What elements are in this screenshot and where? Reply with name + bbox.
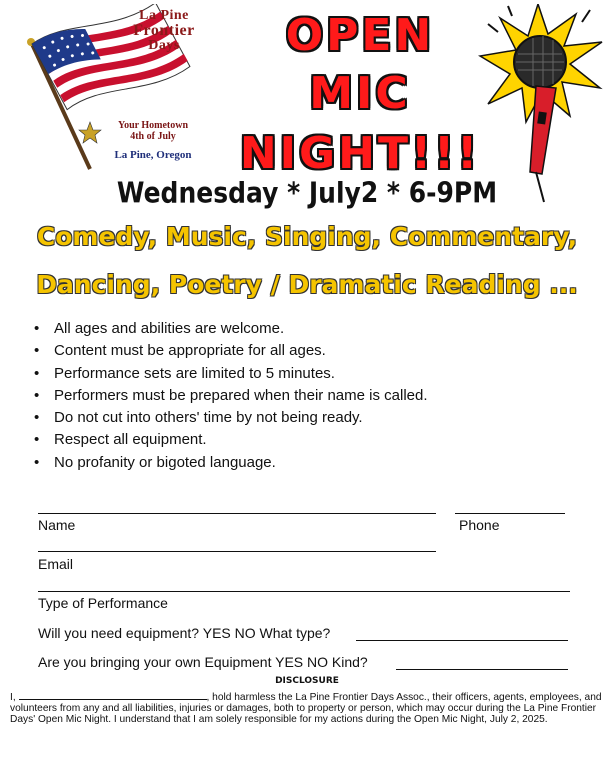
name-label: Name (38, 517, 76, 533)
logo-title: La Pine Frontier Days (133, 8, 195, 53)
rules-list (32, 318, 428, 474)
performance-types-line2: Dancing, Poetry / Dramatic Reading ... (36, 270, 578, 299)
rule-item: • Do not cut into others' time by not being ready. (32, 407, 428, 429)
equipment-question: Will you need equipment? YES NO What type? (38, 625, 331, 641)
rule-item: • All ages and abilities are welcome. (32, 318, 428, 340)
performance-type-label: Type of Performance (38, 595, 168, 611)
headline-night: NIGHT!!! (239, 128, 481, 179)
disclosure-signature-field[interactable] (19, 690, 207, 700)
own-equipment-question: Are you bringing your own Equipment YES NO Kind? (38, 654, 368, 670)
disclosure-title: DISCLOSURE (275, 676, 339, 686)
rule-item: • Performers must be prepared when their name is called. (32, 385, 428, 407)
event-date: Wednesday * July2 * 6-9PM (116, 175, 498, 210)
rule-item: • No profanity or bigoted language. (32, 452, 428, 474)
microphone-icon (478, 4, 608, 204)
logo-location: La Pine, Oregon (114, 149, 192, 161)
logo-tagline: Your Hometown 4th of July (117, 120, 189, 142)
phone-label: Phone (459, 517, 500, 533)
rule-item: • Respect all equipment. (32, 429, 428, 451)
la-pine-frontier-days-logo (18, 4, 228, 174)
headline-mic: MIC (309, 68, 411, 119)
disclosure-prefix: I, (10, 692, 19, 703)
performance-types-line1: Comedy, Music, Singing, Commentary, (36, 222, 578, 251)
own-equipment-kind-field[interactable] (396, 669, 568, 670)
disclosure-body: , hold harmless the La Pine Frontier Days Assoc., their officers, agents, employees, and volunteers from any and all liabilities, injuries or damages, both to property or person, which may occur during the La Pine Frontier Days' Open Mic Night. I understand that I am solely responsible for my actions during the Open Mic Night, July 2, 2025. (10, 692, 602, 725)
name-field[interactable] (38, 513, 436, 514)
disclosure-text (10, 690, 606, 725)
rule-item: • Content must be appropriate for all ages. (32, 340, 428, 362)
phone-field[interactable] (455, 513, 565, 514)
rule-item: • Performance sets are limited to 5 minutes. (32, 363, 428, 385)
headline-open: OPEN (285, 10, 435, 61)
email-field[interactable] (38, 551, 436, 552)
email-label: Email (38, 556, 74, 572)
equipment-type-field[interactable] (356, 640, 568, 641)
performance-type-field[interactable] (38, 591, 570, 592)
